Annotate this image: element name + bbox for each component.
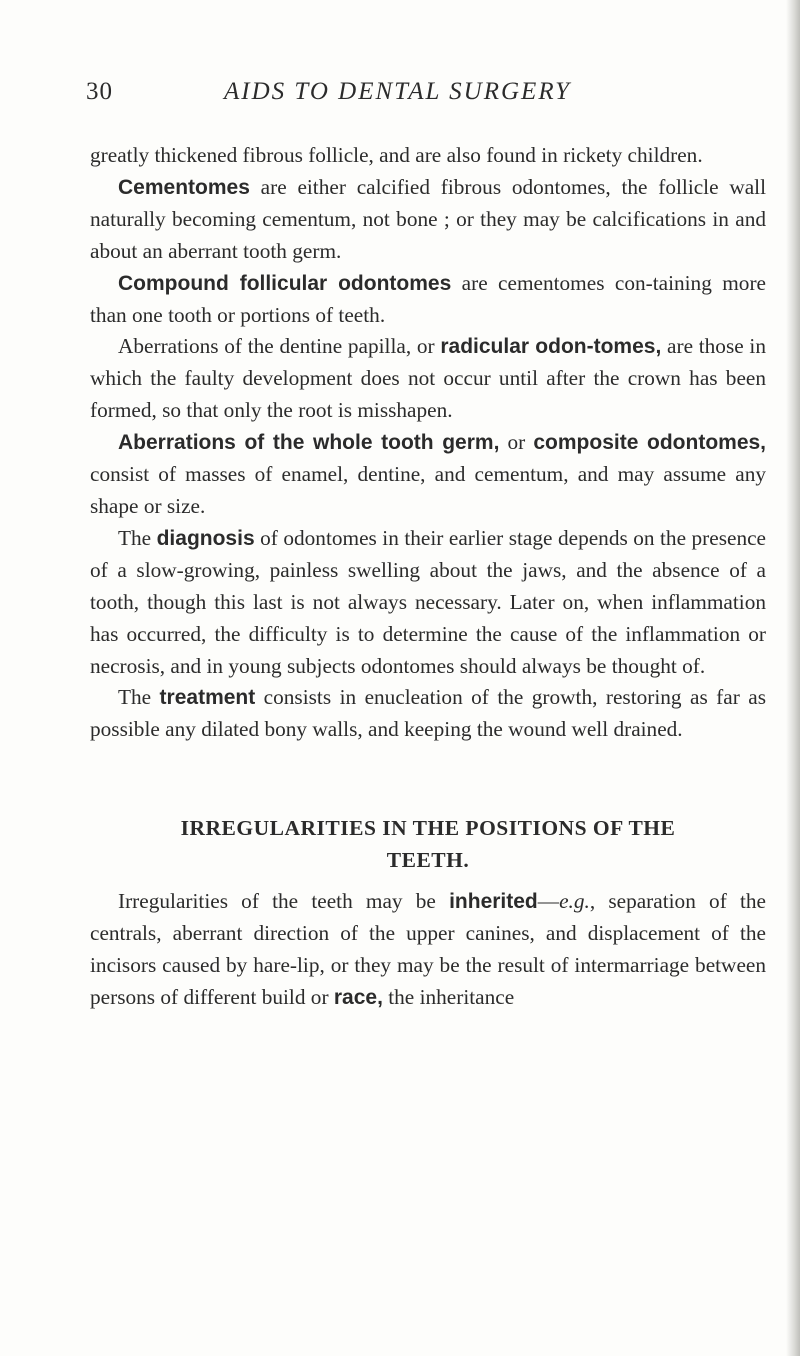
term-compound-follicular-odontomes: Compound follicular odontomes: [118, 271, 452, 295]
term-diagnosis: diagnosis: [156, 526, 255, 550]
page-header: [86, 78, 772, 118]
paragraph-text: consist of masses of enamel, dentine, and cementum, and may assume any shape or size.: [90, 462, 766, 518]
section-heading-line-1: IRREGULARITIES IN THE POSITIONS OF THE: [180, 816, 676, 840]
paragraph-text: greatly thickened fibrous follicle, and are also found in rickety children.: [90, 143, 703, 167]
paragraph-text: are those in which the faulty development does not occur until after the crown has been formed, so that only the root is misshapen.: [90, 334, 766, 423]
page-number: 30: [86, 78, 113, 105]
paragraph-text: , separation of the centrals, aberrant direction of the upper canines, and displacement of the incisors caused by hare-lip, or they may be the result of intermarriage between persons of different build or: [90, 889, 766, 1009]
paragraph-treatment: [90, 682, 766, 746]
term-inherited: inherited: [449, 890, 538, 913]
paragraph-lead: Irregularities of the teeth may be: [118, 889, 450, 913]
section-heading-line-2: TEETH.: [386, 848, 470, 872]
page-edge-shadow: [786, 0, 800, 1356]
term-radicular-odontomes: radicular odon-tomes,: [440, 335, 662, 359]
paragraph-text: are either calcified fibrous odontomes, the follicle wall naturally becoming cementum, not bone ; or they may be calcifications in and about an aberrant tooth germ.: [90, 174, 766, 263]
term-race: race,: [333, 985, 383, 1009]
em-dash: —: [537, 889, 560, 913]
paragraph-radicular: [90, 331, 766, 427]
term-composite-odontomes: composite odontomes,: [533, 431, 767, 455]
paragraph-text: are cementomes con-taining more than one tooth or portions of teeth.: [90, 270, 766, 327]
body-text: [90, 140, 766, 746]
paragraph-text: consists in enucleation of the growth, restoring as far as possible any dilated bony walls, and keeping the wound well drained.: [90, 685, 766, 742]
paragraph-lead: Aberrations of the dentine papilla, or: [118, 334, 441, 359]
paragraph-compound-follicular: [90, 268, 766, 332]
paragraph-text: the inheritance: [382, 984, 515, 1009]
paragraph-diagnosis: [90, 523, 766, 683]
paragraph-lead: The: [118, 525, 157, 550]
abbrev-eg: e.g.: [559, 889, 590, 913]
paragraph-mid: or: [499, 430, 534, 455]
term-aberrations-whole-tooth-germ: Aberrations of the whole tooth germ,: [118, 431, 500, 455]
running-title: AIDS TO DENTAL SURGERY: [224, 78, 572, 105]
section-heading: [90, 812, 766, 876]
paragraph-text: of odontomes in their earlier stage depends on the presence of a slow-growing, painless swelling about the jaws, and the absence of a tooth, though this last is not always necessary. Later on, when inflammation has occurred, the difficulty is to determine the cause of the inflammation or necrosis, and in young subjects odontomes should always be thought of.: [90, 525, 767, 678]
paragraph-lead: The: [118, 685, 160, 710]
paragraph-composite: [90, 427, 766, 523]
section-text: [90, 886, 766, 1014]
paragraph-continuation: [90, 140, 766, 172]
paragraph-cementomes: [90, 172, 766, 268]
term-cementomes: Cementomes: [118, 175, 250, 199]
paragraph-irregularities: [90, 886, 766, 1014]
term-treatment: treatment: [159, 686, 256, 710]
